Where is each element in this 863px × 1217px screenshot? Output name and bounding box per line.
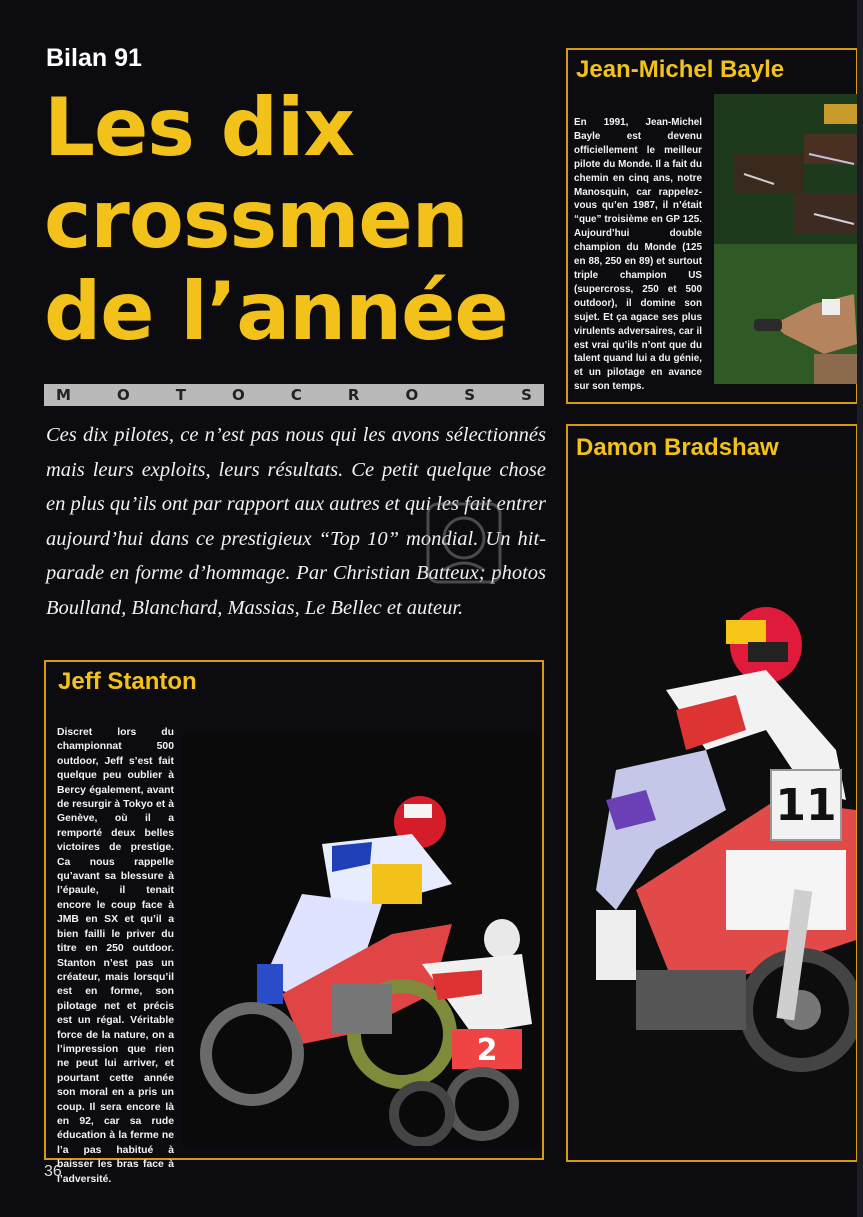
stanton-title: Jeff Stanton <box>58 668 197 695</box>
title-line-3: de l’année <box>44 265 508 358</box>
page-title <box>44 82 564 358</box>
bayle-photo <box>714 94 857 384</box>
category-band <box>44 384 544 406</box>
band-letter: C <box>290 386 302 404</box>
intro-paragraph: Ces dix pilotes, ce n’est pas nous qui les avons sélectionnés mais leurs exploits, leurs résultats. Ce petit quelque chose en plus qu’ils ont par rapport aux autres et qui les fait entrer aujourd’hui dans ce prestigieux “Top 10” mondial. Un hit-parade en forme d’hommage. Par Christian Batteux; photos Boulland, Blanchard, Massias, Le Bellec et auteur. <box>46 424 546 619</box>
bradshaw-box <box>566 424 858 1162</box>
stanton-photo <box>182 734 540 1146</box>
band-letter: R <box>347 386 360 404</box>
band-letter: O <box>232 386 245 404</box>
bradshaw-photo <box>576 470 856 1150</box>
band-letter: M <box>56 386 71 404</box>
band-letter: S <box>521 386 532 404</box>
page-edge <box>857 0 863 1217</box>
band-letter: O <box>116 386 130 404</box>
bradshaw-title: Damon Bradshaw <box>576 434 779 461</box>
bayle-box <box>566 48 858 404</box>
title-line-1: Les dix <box>44 81 354 174</box>
bike-number: 11 <box>775 780 837 831</box>
bayle-text: En 1991, Jean-Michel Bayle est devenu officiellement le meilleur pilote du Monde. Il a fait du chemin en cinq ans, notre Manosquin, car rappelez-vous qu’en 1987, il n’était “que” troisième en GP 125. Aujourd’hui double champion du Monde (125 en 88, 250 en 89) et surtout triple champion US (supercross, 250 et 500 outdoor), il domine son sujet. Et ça agace ses plus virulents adversaires, car il est vrai qu’ils n’ont que du talent quand lui a du génie, et un pilotage en avance sur son temps. <box>574 117 702 393</box>
watermark-stamp <box>424 500 504 586</box>
page-number: 36 <box>44 1163 62 1180</box>
bayle-title: Jean-Michel Bayle <box>576 56 785 83</box>
band-letter: T <box>175 386 186 404</box>
band-letter: O <box>405 386 419 404</box>
stanton-text: Discret lors du championnat 500 outdoor, Jeff s’est fait quelque peu oublier à Bercy également, avant de resurgir à Tokyo et à Genève, où il a remporté deux belles victoires de prestige. Ca nous rappelle qu’avant sa blessure à l’épaule, il tenait encore le coup face à JMB en SX et qu’il a bien failli le priver du titre en 250 outdoor. Stanton n’est pas un créateur, mais lorsqu’il est en forme, son pilotage net et précis est un régal. Véritable force de la nature, on a l’impression que rien ne peut lui arriver, et pourtant cette année son moral en a pris un coup. Il sera encore là en 92, car sa rude éducation à la ferme ne l’a pas habitué à baisser les bras face à l’adversité. <box>57 727 174 1185</box>
title-line-2: crossmen <box>44 173 468 266</box>
rear-bike-number: 2 <box>476 1033 498 1068</box>
section-kicker: Bilan 91 <box>46 44 142 72</box>
band-letter: S <box>464 386 476 404</box>
